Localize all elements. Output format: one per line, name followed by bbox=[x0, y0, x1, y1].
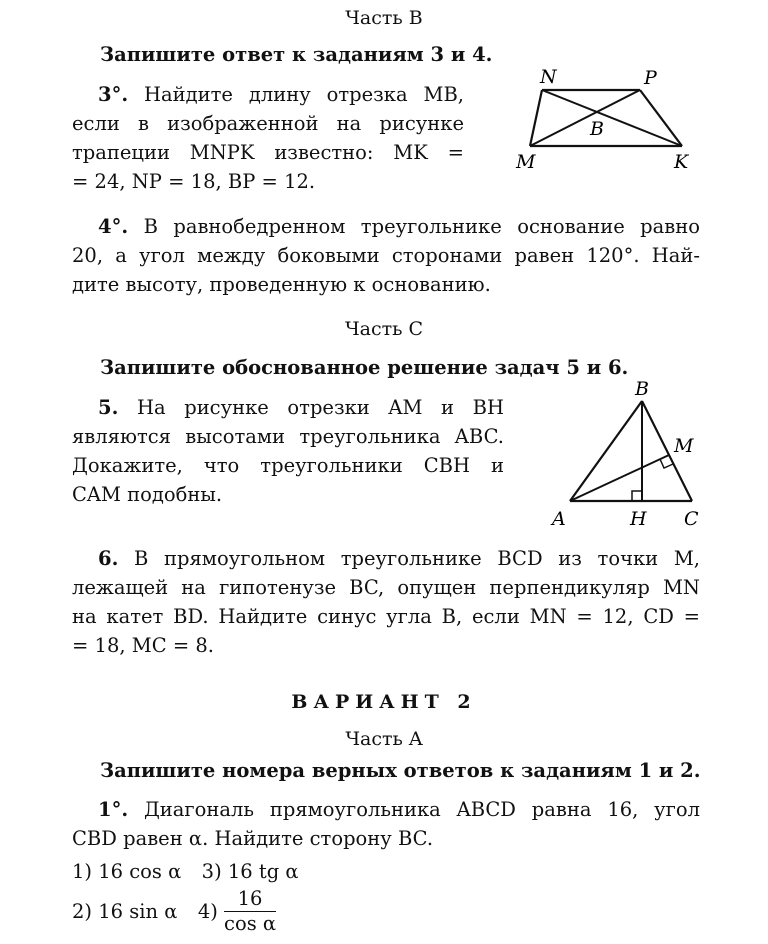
task-6-number: 6. bbox=[98, 547, 119, 570]
label-a: A bbox=[552, 508, 566, 530]
label-b: B bbox=[590, 118, 604, 140]
answer-options-row-2 bbox=[72, 887, 276, 936]
task-6-line-2: лежащей на гипотенузе BC, опущен перпендикуляр MN bbox=[72, 576, 700, 599]
task-5-line-3: Докажите, что треугольники CBH и bbox=[72, 454, 504, 477]
task-3-line-3: трапеции MNPK известно: MK = bbox=[72, 141, 464, 164]
diagonal-mp bbox=[530, 90, 640, 146]
option-4-numerator: 16 bbox=[224, 887, 276, 912]
task-6-line-4: = 18, MC = 8. bbox=[72, 634, 214, 657]
option-2-number: 2) bbox=[72, 900, 93, 923]
task-5-line-4: CAM подобны. bbox=[72, 483, 223, 506]
task-6-line-1: 6. В прямоугольном треугольнике BCD из точки M, bbox=[98, 547, 700, 570]
trapezoid-figure bbox=[510, 62, 710, 174]
task-6 bbox=[72, 544, 700, 660]
part-b-instruction: Запишите ответ к заданиям 3 и 4. bbox=[100, 43, 493, 66]
answer-options-row-1 bbox=[72, 857, 299, 886]
part-c-instruction: Запишите обоснованное решение задач 5 и 6. bbox=[100, 356, 629, 379]
part-c-title: Часть C bbox=[344, 318, 424, 340]
label-c: C bbox=[684, 508, 699, 530]
option-2-text: 16 sin α bbox=[98, 900, 178, 923]
task-3-line-1: 3°. Найдите длину отрезка MB, bbox=[98, 83, 464, 106]
option-4-denominator: cos α bbox=[224, 912, 277, 935]
variant-title: ВАРИАНТ 2 bbox=[291, 691, 477, 713]
label-h: H bbox=[630, 508, 647, 530]
part-a-instruction: Запишите номера верных ответов к заданиям 1 и 2. bbox=[100, 759, 701, 782]
option-3-text: 16 tg α bbox=[227, 860, 299, 883]
right-angle-h bbox=[632, 491, 642, 501]
task-5 bbox=[72, 393, 504, 509]
part-a-title: Часть A bbox=[345, 728, 423, 750]
option-1-number: 1) bbox=[72, 860, 93, 883]
task-3-number: 3°. bbox=[98, 83, 129, 106]
label-m: M bbox=[516, 151, 536, 173]
option-3-number: 3) bbox=[201, 860, 222, 883]
task-4-line-3: дите высоту, проведенную к основанию. bbox=[72, 273, 491, 296]
side-mn bbox=[530, 90, 542, 146]
task-4-line-2: 20, а угол между боковыми сторонами равен 120°. Най- bbox=[72, 244, 700, 267]
task-4 bbox=[72, 212, 700, 299]
label-m: M bbox=[674, 435, 694, 457]
part-b-title: Часть B bbox=[345, 7, 423, 29]
task-5-line-1: 5. На рисунке отрезки AM и BH bbox=[98, 396, 504, 419]
label-p: P bbox=[644, 67, 657, 89]
task-1-line-1: 1°. Диагональ прямоугольника ABCD равна 16, угол bbox=[98, 798, 700, 821]
task-1 bbox=[72, 795, 700, 853]
label-k: K bbox=[674, 151, 689, 173]
task-5-number: 5. bbox=[98, 396, 119, 419]
task-5-line-2: являются высотами треугольника ABC. bbox=[72, 425, 504, 448]
option-4-number: 4) bbox=[197, 900, 218, 923]
label-n: N bbox=[540, 66, 557, 88]
task-1-line-2: CBD равен α. Найдите сторону BC. bbox=[72, 827, 434, 850]
label-b: B bbox=[635, 378, 649, 400]
task-3-line-2: если в изображенной на рисунке bbox=[72, 112, 464, 135]
altitude-am bbox=[570, 455, 669, 501]
task-4-number: 4°. bbox=[98, 215, 129, 238]
task-3-line-4: = 24, NP = 18, BP = 12. bbox=[72, 170, 316, 193]
task-3 bbox=[72, 80, 464, 196]
triangle-figure bbox=[540, 374, 720, 534]
side-ab bbox=[570, 401, 642, 501]
task-4-line-1: 4°. В равнобедренном треугольнике основание равно bbox=[98, 215, 701, 238]
task-6-line-3: на катет BD. Найдите синус угла B, если MN = 12, CD = bbox=[72, 605, 700, 628]
option-4-fraction bbox=[224, 887, 276, 936]
option-1-text: 16 cos α bbox=[98, 860, 182, 883]
task-1-number: 1°. bbox=[98, 798, 129, 821]
